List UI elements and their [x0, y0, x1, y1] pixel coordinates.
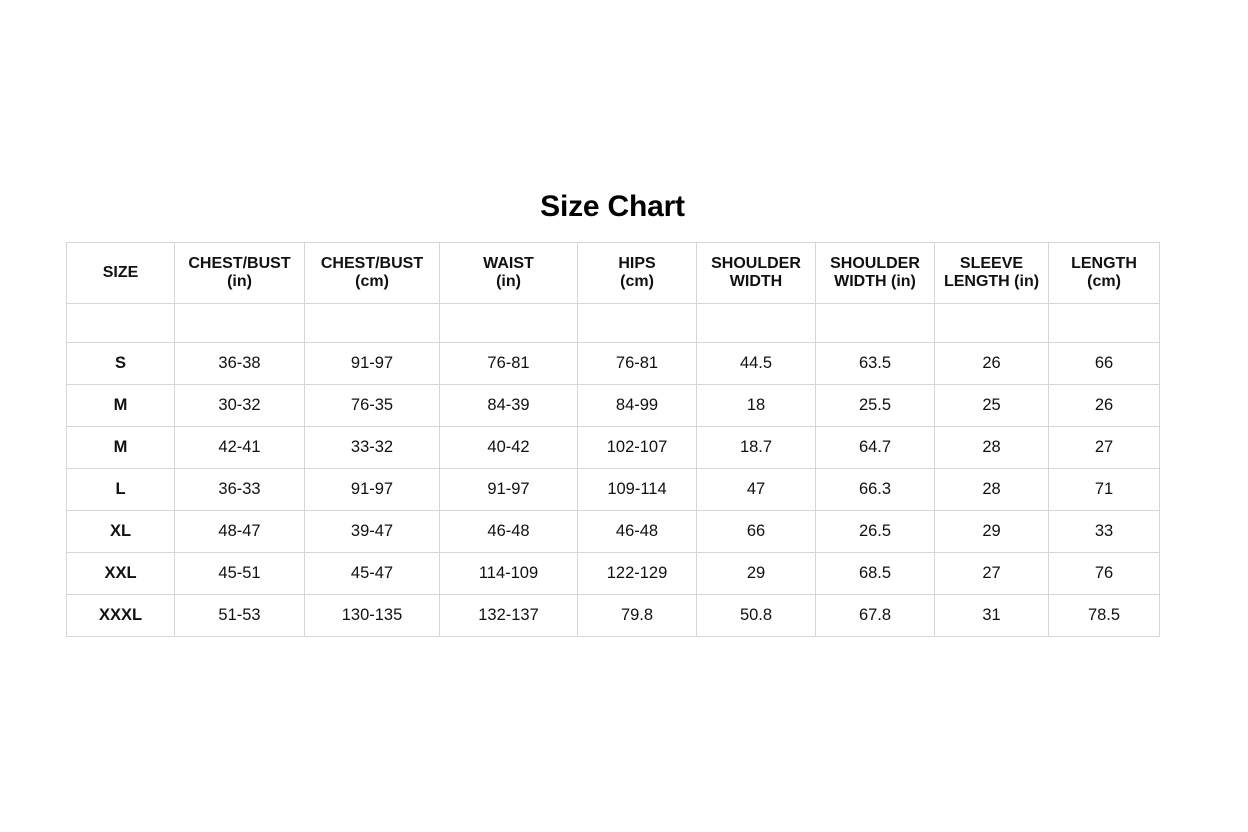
table-cell — [1049, 304, 1160, 343]
table-cell-size: XXXL — [67, 595, 175, 637]
table-cell: 46-48 — [440, 511, 578, 553]
table-cell: 132-137 — [440, 595, 578, 637]
table-cell: 36-33 — [175, 469, 305, 511]
table-cell — [935, 304, 1049, 343]
column-header-line1: HIPS — [618, 254, 656, 272]
table-cell: 84-39 — [440, 385, 578, 427]
table-row — [67, 427, 1160, 469]
table-cell: 76-81 — [440, 343, 578, 385]
table-body — [67, 304, 1160, 637]
table-row — [67, 385, 1160, 427]
table-cell-size: S — [67, 343, 175, 385]
table-cell: 27 — [1049, 427, 1160, 469]
column-header-line2: WIDTH — [729, 273, 783, 290]
table-cell: 48-47 — [175, 511, 305, 553]
table-cell: 45-51 — [175, 553, 305, 595]
column-header-length-cm — [1049, 243, 1160, 304]
column-header-line2: (cm) — [355, 273, 389, 290]
column-header-sleeve-length-in — [935, 243, 1049, 304]
column-header-line1: SHOULDER — [711, 254, 801, 272]
column-header-waist-in — [440, 243, 578, 304]
page-title: Size Chart — [540, 190, 685, 223]
table-cell: 27 — [935, 553, 1049, 595]
table-cell-size: M — [67, 427, 175, 469]
table-cell: 76 — [1049, 553, 1160, 595]
column-header-line2: (cm) — [620, 273, 654, 290]
table-row — [67, 343, 1160, 385]
table-cell — [578, 304, 697, 343]
table-row-blank — [67, 304, 1160, 343]
table-cell: 91-97 — [305, 469, 440, 511]
table-cell: 28 — [935, 427, 1049, 469]
column-header-shoulder-width — [697, 243, 816, 304]
table-cell: 91-97 — [440, 469, 578, 511]
table-cell: 47 — [697, 469, 816, 511]
table-cell — [175, 304, 305, 343]
table-cell: 109-114 — [578, 469, 697, 511]
table-cell: 66.3 — [816, 469, 935, 511]
column-header-line1: CHEST/BUST — [188, 254, 291, 272]
table-cell — [67, 304, 175, 343]
table-cell — [697, 304, 816, 343]
table-cell — [305, 304, 440, 343]
table-cell: 25 — [935, 385, 1049, 427]
table-cell: 42-41 — [175, 427, 305, 469]
table-cell: 76-81 — [578, 343, 697, 385]
table-row — [67, 469, 1160, 511]
table-cell: 66 — [1049, 343, 1160, 385]
table-cell: 63.5 — [816, 343, 935, 385]
table-cell: 33 — [1049, 511, 1160, 553]
table-cell-size: XL — [67, 511, 175, 553]
table-cell: 114-109 — [440, 553, 578, 595]
table-cell: 76-35 — [305, 385, 440, 427]
column-header-line2: (in) — [227, 273, 252, 290]
table-cell: 67.8 — [816, 595, 935, 637]
table-cell: 68.5 — [816, 553, 935, 595]
table-cell: 39-47 — [305, 511, 440, 553]
table-row — [67, 595, 1160, 637]
table-cell: 50.8 — [697, 595, 816, 637]
column-header-line1: SIZE — [102, 263, 139, 281]
column-header-line1: WAIST — [483, 254, 534, 272]
table-cell: 40-42 — [440, 427, 578, 469]
header-row — [67, 243, 1160, 304]
table-cell: 66 — [697, 511, 816, 553]
column-header-size — [67, 243, 175, 304]
column-header-line1: LENGTH — [1071, 254, 1137, 272]
table-cell: 26.5 — [816, 511, 935, 553]
column-header-chest-bust-cm — [305, 243, 440, 304]
column-header-line1: SLEEVE — [959, 254, 1024, 272]
size-chart-table — [66, 242, 1160, 637]
table-cell: 79.8 — [578, 595, 697, 637]
table-cell: 122-129 — [578, 553, 697, 595]
table-cell: 78.5 — [1049, 595, 1160, 637]
column-header-line2: LENGTH (in) — [943, 273, 1040, 290]
table-cell: 18 — [697, 385, 816, 427]
column-header-line2: (in) — [496, 273, 521, 290]
table-cell — [440, 304, 578, 343]
table-header — [67, 243, 1160, 304]
table-cell: 84-99 — [578, 385, 697, 427]
table-cell: 28 — [935, 469, 1049, 511]
column-header-chest-bust-in — [175, 243, 305, 304]
table-cell — [816, 304, 935, 343]
table-cell: 44.5 — [697, 343, 816, 385]
table-cell-size: L — [67, 469, 175, 511]
table-cell: 102-107 — [578, 427, 697, 469]
table-row — [67, 511, 1160, 553]
table-cell: 31 — [935, 595, 1049, 637]
table-cell: 71 — [1049, 469, 1160, 511]
column-header-line2: (cm) — [1087, 273, 1121, 290]
table-cell: 130-135 — [305, 595, 440, 637]
column-header-line1: SHOULDER — [830, 254, 920, 272]
table-cell: 64.7 — [816, 427, 935, 469]
table-cell: 18.7 — [697, 427, 816, 469]
table-cell-size: M — [67, 385, 175, 427]
table-cell: 26 — [935, 343, 1049, 385]
table-cell: 51-53 — [175, 595, 305, 637]
table-cell: 25.5 — [816, 385, 935, 427]
column-header-hips-cm — [578, 243, 697, 304]
table-cell: 30-32 — [175, 385, 305, 427]
table-cell-size: XXL — [67, 553, 175, 595]
table-cell: 45-47 — [305, 553, 440, 595]
column-header-shoulder-width-in — [816, 243, 935, 304]
table-cell: 29 — [697, 553, 816, 595]
table-cell: 36-38 — [175, 343, 305, 385]
table-cell: 33-32 — [305, 427, 440, 469]
table-cell: 29 — [935, 511, 1049, 553]
table-cell: 91-97 — [305, 343, 440, 385]
table-cell: 46-48 — [578, 511, 697, 553]
table-row — [67, 553, 1160, 595]
column-header-line2: WIDTH (in) — [834, 273, 916, 290]
size-chart-container — [66, 190, 1159, 637]
column-header-line1: CHEST/BUST — [320, 254, 424, 272]
table-cell: 26 — [1049, 385, 1160, 427]
